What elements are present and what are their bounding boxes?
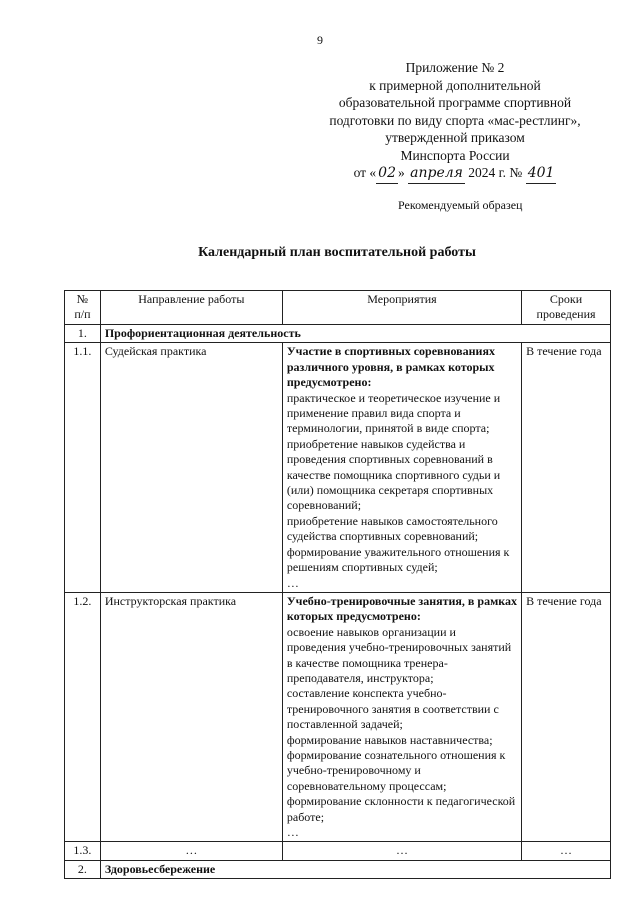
event-item: приобретение навыков самостоятельного судейства спортивных соревнований; [286,513,498,544]
date-mid: » [398,165,405,180]
row-timing: … [522,842,611,860]
table-header-row [65,291,611,325]
date-year: 2024 г. № [468,165,523,180]
row-direction: Судейская практика [100,343,282,593]
appendix-line: образовательной программе спортивной [338,95,572,110]
row-events [282,592,521,842]
header-timing: Сроки проведения [522,291,611,325]
header-number: № п/п [65,291,101,325]
row-number: 1.3. [65,842,101,860]
page-number: 9 [317,33,323,47]
section-number: 2. [65,860,101,878]
date-month: апреля [408,165,465,184]
row-timing: В течение года [522,343,611,593]
row-direction: Инструкторская практика [100,592,282,842]
section-row [65,325,611,343]
event-item: формирование склонности к педагогической работе; [286,794,516,824]
calendar-plan-table [64,290,611,879]
date-prefix: от « [353,165,377,180]
appendix-line: к примерной дополнительной [369,77,541,93]
row-events: … [282,842,521,860]
appendix-line: Приложение № 2 [405,60,505,75]
table-row [65,343,611,593]
appendix-line: утвержденной приказом [385,130,525,145]
event-item: … [286,825,299,839]
events-heading: Участие в спортивных соревнованиях различного уровня, в рамках которых предусмотрено: [286,344,495,390]
section-title: Здоровьесбережение [100,860,610,878]
event-item: … [286,575,299,590]
header-direction: Направление работы [100,291,282,325]
order-date-line [300,164,610,184]
appendix-line: Минспорта России [400,147,510,163]
row-timing: В течение года [522,592,611,842]
section-number: 1. [65,325,101,343]
section-row [65,860,611,878]
table-row [65,842,611,860]
event-item: формирование навыков наставничества; [286,732,493,747]
appendix-block [300,59,610,184]
order-number: 401 [526,165,557,184]
section-title: Профориентационная деятельность [100,325,610,343]
table-row [65,592,611,842]
row-direction: … [100,842,282,860]
document-title: Календарный план воспитательной работы [198,245,476,260]
recommended-sample-label: Рекомендуемый образец [398,198,523,212]
header-events: Мероприятия [282,291,521,325]
event-item: приобретение навыков судейства и проведения спортивных соревнований в качестве помощника спортивного судьи и (или) помощника секретаря спортивных соревнований; [286,436,501,513]
event-item: формирование сознательного отношения к учебно-тренировочному и соревновательному процессам; [286,747,506,793]
row-number: 1.2. [65,592,101,842]
event-item: составление конспекта учебно-тренировочного занятия в соответствии с поставленной задачей; [286,686,499,732]
appendix-line: подготовки по виду спорта «мас-рестлинг», [329,112,581,128]
event-item: практическое и теоретическое изучение и применение правил вида спорта и терминологии, принятой в виде спорта; [286,390,501,436]
event-item: формирование уважительного отношения к решениям спортивных судей; [286,544,510,575]
date-day: 02 [376,165,398,184]
row-number: 1.1. [65,343,101,593]
row-events [282,343,521,593]
events-heading: Учебно-тренировочные занятия, в рамках которых предусмотрено: [286,593,517,624]
event-item: освоение навыков организации и проведения учебно-тренировочных занятий в качестве помощника тренера-преподавателя, инструктора; [286,624,512,685]
